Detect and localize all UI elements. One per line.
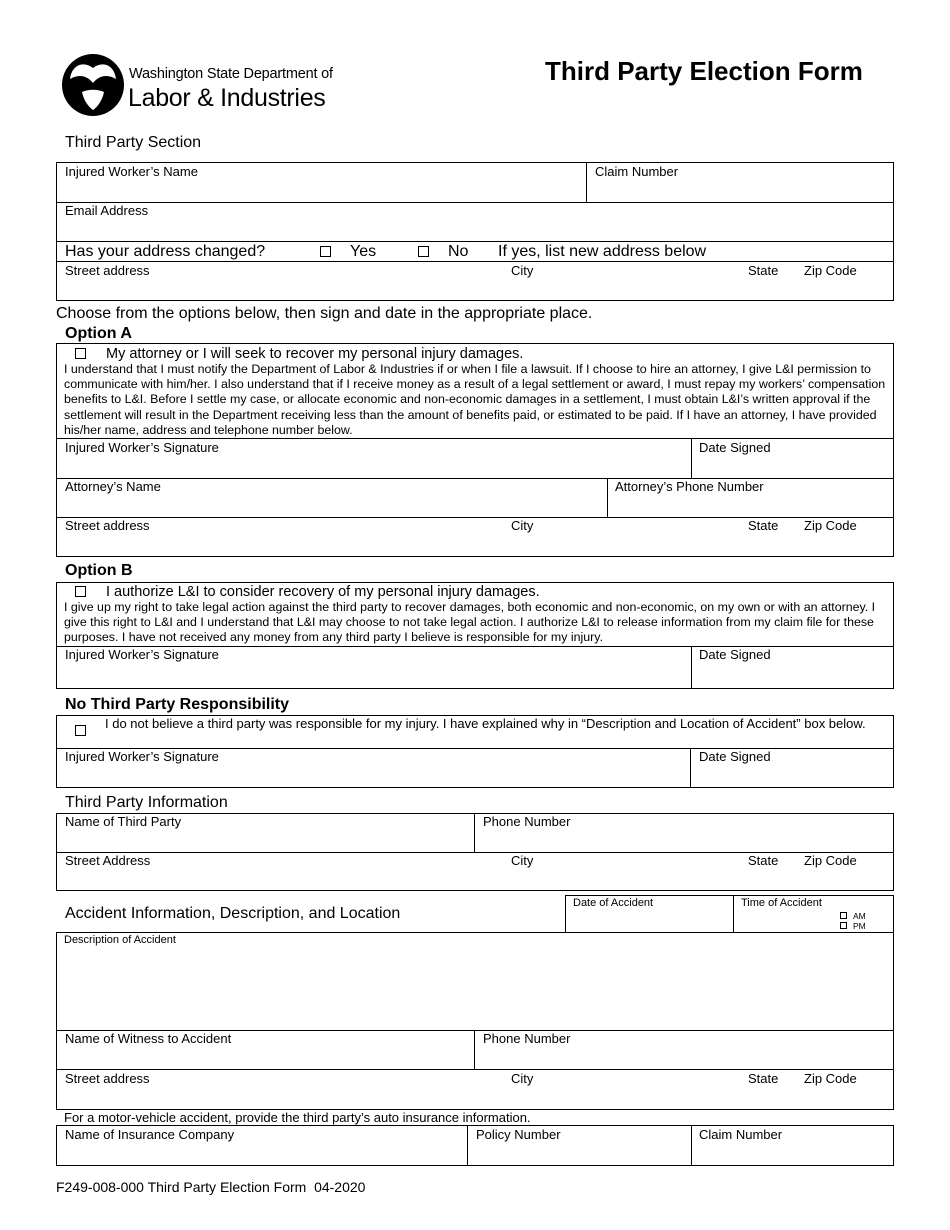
email-field[interactable]: Email Address <box>65 203 149 218</box>
agency-name-line1: Washington State Department of <box>129 66 333 82</box>
city-field[interactable]: City <box>511 263 534 278</box>
agency-name-line2: Labor & Industries <box>128 84 326 112</box>
option-a-paragraph: I understand that I must notify the Department of Labor & Industries if or when I file a lawsuit. If I choose to hire an attorney, I give L&I permission to communicate with him/her. I also understand that if I receive money as a result of a legal settlement or award, I must repay my workers’ compensation benefits to L&I. Before I settle my case, or allocate economic and non-economic damages in a settlement, I must obtain L&I’s written approval if the settlement will result in the Department receiving less than the amount of benefits paid, or estimated to be paid. If I have an attorney, I have provided his/her name, address and telephone number below. <box>64 362 886 437</box>
am-checkbox[interactable] <box>840 912 847 919</box>
pm-checkbox[interactable] <box>840 922 847 929</box>
third-party-zip-field[interactable]: Zip Code <box>804 853 857 868</box>
option-b-date-signed-field[interactable]: Date Signed <box>699 647 771 662</box>
third-party-phone-field[interactable]: Phone Number <box>483 814 571 829</box>
option-b-signature-field[interactable]: Injured Worker’s Signature <box>65 647 219 662</box>
accident-section-title: Accident Information, Description, and Location <box>65 905 401 922</box>
am-label: AM <box>853 911 866 921</box>
option-a-checkbox-label: My attorney or I will seek to recover my personal injury damages. <box>106 346 524 362</box>
attorney-city-field[interactable]: City <box>511 518 534 533</box>
injured-worker-name-field[interactable]: Injured Worker’s Name <box>65 164 198 179</box>
witness-state-field[interactable]: State <box>748 1071 779 1086</box>
no-third-party-signature-field[interactable]: Injured Worker’s Signature <box>65 749 219 764</box>
insurance-company-field[interactable]: Name of Insurance Company <box>65 1127 235 1142</box>
no-third-party-checkbox-text: I do not believe a third party was responsible for my injury. I have explained why in “Description and Location of Accident” box below. <box>105 716 866 731</box>
option-a-title: Option A <box>65 325 132 342</box>
attorney-name-field[interactable]: Attorney’s Name <box>65 479 161 494</box>
witness-zip-field[interactable]: Zip Code <box>804 1071 857 1086</box>
form-title: Third Party Election Form <box>545 56 863 86</box>
option-b-paragraph: I give up my right to take legal action against the third party to recover damages, both economic and non-economic, on my own or with an attorney. I give this right to L&I and I understand that L&I may choose to not take legal action. I authorize L&I to release information from my claim file for these purposes. I have not received any money from any third party I believe is responsible for my injury. <box>64 600 876 645</box>
option-b-checkbox[interactable] <box>75 586 86 597</box>
yes-label: Yes <box>350 243 377 260</box>
option-b-title: Option B <box>65 562 133 579</box>
no-third-party-date-signed-field[interactable]: Date Signed <box>699 749 771 764</box>
witness-name-field[interactable]: Name of Witness to Accident <box>65 1031 232 1046</box>
option-a-checkbox[interactable] <box>75 348 86 359</box>
pm-label: PM <box>853 921 866 931</box>
attorney-phone-field[interactable]: Attorney’s Phone Number <box>615 479 764 494</box>
no-label: No <box>448 243 469 260</box>
witness-phone-field[interactable]: Phone Number <box>483 1031 571 1046</box>
form-id-footer: F249-008-000 Third Party Election Form 04-2020 <box>56 1179 366 1195</box>
witness-street-field[interactable]: Street address <box>65 1071 150 1086</box>
third-party-section-box <box>56 162 894 301</box>
no-third-party-checkbox[interactable] <box>75 725 86 736</box>
option-a-signature-field[interactable]: Injured Worker’s Signature <box>65 440 219 455</box>
attorney-street-field[interactable]: Street address <box>65 518 150 533</box>
option-b-checkbox-label: I authorize L&I to consider recovery of my personal injury damages. <box>106 584 540 600</box>
state-field[interactable]: State <box>748 263 779 278</box>
description-of-accident-field[interactable]: Description of Accident <box>64 934 176 946</box>
option-a-date-signed-field[interactable]: Date Signed <box>699 440 771 455</box>
third-party-section-title: Third Party Section <box>65 134 202 151</box>
attorney-state-field[interactable]: State <box>748 518 779 533</box>
insurance-claim-number-field[interactable]: Claim Number <box>699 1127 783 1142</box>
claim-number-field[interactable]: Claim Number <box>595 164 679 179</box>
street-address-field[interactable]: Street address <box>65 263 150 278</box>
no-third-party-title: No Third Party Responsibility <box>65 696 290 713</box>
choose-instruction: Choose from the options below, then sign and date in the appropriate place. <box>56 305 593 322</box>
lni-logo <box>62 52 124 118</box>
witness-city-field[interactable]: City <box>511 1071 534 1086</box>
address-changed-question: Has your address changed? <box>65 243 266 260</box>
if-yes-instruction: If yes, list new address below <box>498 243 707 260</box>
address-changed-no-checkbox[interactable] <box>418 246 429 257</box>
third-party-city-field[interactable]: City <box>511 853 534 868</box>
third-party-name-field[interactable]: Name of Third Party <box>65 814 182 829</box>
third-party-info-title: Third Party Information <box>65 794 228 811</box>
third-party-street-field[interactable]: Street Address <box>65 853 151 868</box>
third-party-state-field[interactable]: State <box>748 853 779 868</box>
zip-code-field[interactable]: Zip Code <box>804 263 857 278</box>
policy-number-field[interactable]: Policy Number <box>476 1127 561 1142</box>
time-of-accident-field[interactable]: Time of Accident <box>741 897 822 909</box>
attorney-zip-field[interactable]: Zip Code <box>804 518 857 533</box>
address-changed-yes-checkbox[interactable] <box>320 246 331 257</box>
date-of-accident-field[interactable]: Date of Accident <box>573 897 654 909</box>
motor-vehicle-note: For a motor-vehicle accident, provide the third party’s auto insurance information. <box>64 1110 531 1125</box>
